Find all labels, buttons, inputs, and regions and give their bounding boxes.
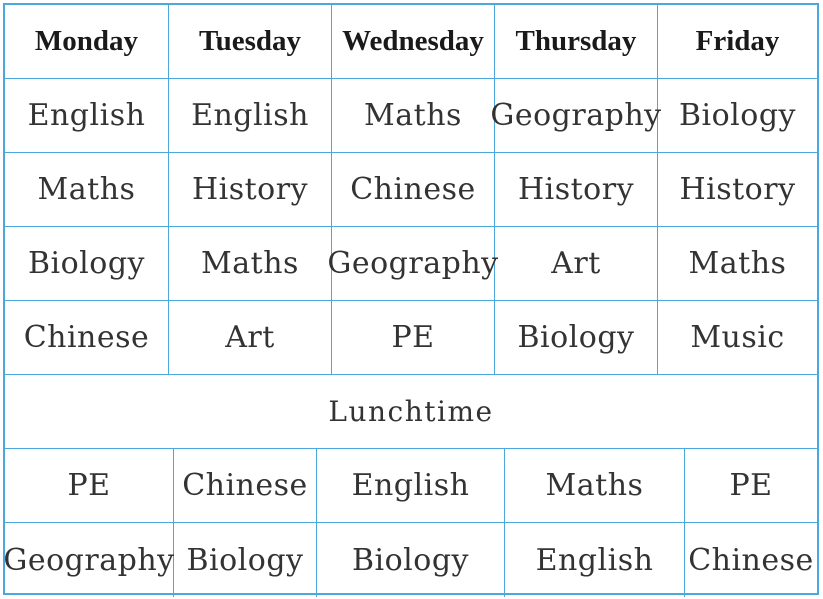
table-row (5, 449, 817, 523)
table-cell: English (317, 449, 505, 522)
header-row (5, 5, 817, 79)
table-cell: Geography (495, 79, 658, 152)
header-thursday: Thursday (495, 5, 658, 78)
table-row (5, 79, 817, 153)
table-cell: English (5, 79, 169, 152)
table-cell: Maths (169, 227, 332, 300)
timetable (3, 3, 819, 595)
lunch-row (5, 375, 817, 449)
lunchtime-label: Lunchtime (328, 395, 494, 428)
table-row (5, 301, 817, 375)
table-cell: Chinese (332, 153, 495, 226)
table-row (5, 153, 817, 227)
table-cell: Maths (688, 246, 787, 281)
table-cell: Biology (5, 227, 169, 300)
table-cell: Chinese (5, 301, 169, 374)
table-cell: Music (690, 320, 785, 355)
table-row (5, 523, 817, 597)
table-cell: History (169, 153, 332, 226)
table-cell: Maths (5, 153, 169, 226)
table-cell: Biology (317, 523, 505, 597)
table-cell: Chinese (174, 449, 317, 522)
table-cell: PE (729, 468, 773, 503)
table-cell: History (495, 153, 658, 226)
table-cell: Biology (678, 98, 796, 133)
table-cell: English (505, 523, 685, 597)
table-cell: Maths (505, 449, 685, 522)
table-cell: Art (495, 227, 658, 300)
table-cell: History (679, 172, 796, 207)
table-cell: PE (332, 301, 495, 374)
table-cell: Geography (332, 227, 495, 300)
table-cell: English (169, 79, 332, 152)
table-cell: Biology (495, 301, 658, 374)
table-cell: Biology (174, 523, 317, 597)
header-tuesday: Tuesday (169, 5, 332, 78)
table-cell: Art (169, 301, 332, 374)
table-cell: Maths (332, 79, 495, 152)
table-cell: PE (5, 449, 174, 522)
header-friday: Friday (695, 25, 780, 57)
table-row (5, 227, 817, 301)
header-wednesday: Wednesday (332, 5, 495, 78)
table-cell: Geography (5, 523, 174, 597)
header-monday: Monday (5, 5, 169, 78)
table-cell: Chinese (688, 542, 814, 578)
